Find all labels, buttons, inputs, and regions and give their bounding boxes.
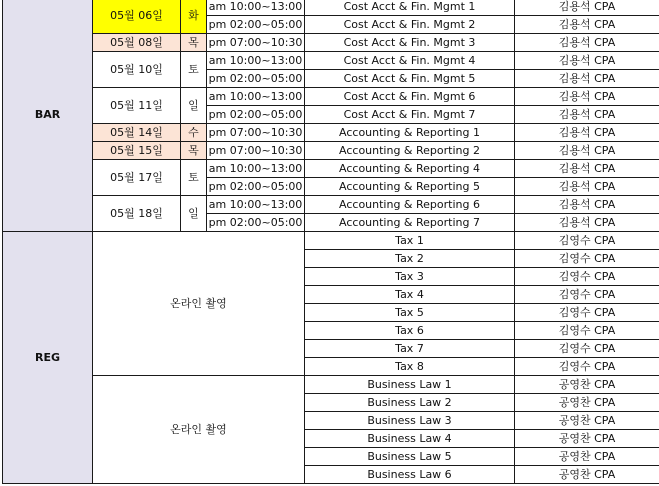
- weekday-cell: 화: [181, 0, 207, 34]
- instructor-cell: 김용석 CPA: [515, 52, 659, 70]
- time-cell: pm 07:00~10:30: [207, 142, 305, 160]
- date-cell: 05월 06일: [93, 0, 181, 34]
- instructor-cell: 김용석 CPA: [515, 88, 659, 106]
- online-recording-note: 온라인 촬영: [93, 232, 305, 376]
- instructor-cell: 김용석 CPA: [515, 142, 659, 160]
- instructor-cell: 김용석 CPA: [515, 214, 659, 232]
- instructor-cell: 공영찬 CPA: [515, 448, 659, 466]
- table-row: [3, 376, 659, 394]
- subject-cell: Tax 4: [305, 286, 515, 304]
- subject-cell: Accounting & Reporting 7: [305, 214, 515, 232]
- subject-cell: Tax 2: [305, 250, 515, 268]
- subject-cell: Tax 1: [305, 232, 515, 250]
- time-cell: pm 02:00~05:00: [207, 178, 305, 196]
- instructor-cell: 김영수 CPA: [515, 268, 659, 286]
- date-cell: 05월 14일: [93, 124, 181, 142]
- table-row: [3, 232, 659, 250]
- instructor-cell: 김영수 CPA: [515, 232, 659, 250]
- subject-cell: Business Law 2: [305, 394, 515, 412]
- instructor-cell: 공영찬 CPA: [515, 430, 659, 448]
- table-row: [3, 124, 659, 142]
- date-cell: 05월 11일: [93, 88, 181, 124]
- weekday-cell: 일: [181, 88, 207, 124]
- subject-cell: Cost Acct & Fin. Mgmt 5: [305, 70, 515, 88]
- date-cell: 05월 08일: [93, 34, 181, 52]
- time-cell: pm 02:00~05:00: [207, 106, 305, 124]
- instructor-cell: 김용석 CPA: [515, 178, 659, 196]
- instructor-cell: 김용석 CPA: [515, 34, 659, 52]
- section-label-bar: BAR: [3, 0, 93, 232]
- instructor-cell: 김용석 CPA: [515, 160, 659, 178]
- subject-cell: Cost Acct & Fin. Mgmt 1: [305, 0, 515, 16]
- instructor-cell: 김영수 CPA: [515, 322, 659, 340]
- instructor-cell: 공영찬 CPA: [515, 376, 659, 394]
- instructor-cell: 김영수 CPA: [515, 250, 659, 268]
- time-cell: pm 02:00~05:00: [207, 70, 305, 88]
- table-row: [3, 196, 659, 214]
- time-cell: am 10:00~13:00: [207, 88, 305, 106]
- instructor-cell: 김용석 CPA: [515, 106, 659, 124]
- time-cell: am 10:00~13:00: [207, 52, 305, 70]
- subject-cell: Business Law 1: [305, 376, 515, 394]
- online-recording-note: 온라인 촬영: [93, 376, 305, 484]
- weekday-cell: 토: [181, 160, 207, 196]
- instructor-cell: 공영찬 CPA: [515, 394, 659, 412]
- time-cell: am 10:00~13:00: [207, 0, 305, 16]
- instructor-cell: 공영찬 CPA: [515, 412, 659, 430]
- subject-cell: Tax 6: [305, 322, 515, 340]
- subject-cell: Tax 7: [305, 340, 515, 358]
- time-cell: pm 07:00~10:30: [207, 34, 305, 52]
- instructor-cell: 김용석 CPA: [515, 70, 659, 88]
- instructor-cell: 김용석 CPA: [515, 124, 659, 142]
- subject-cell: Accounting & Reporting 2: [305, 142, 515, 160]
- date-cell: 05월 10일: [93, 52, 181, 88]
- table-row: [3, 52, 659, 70]
- subject-cell: Business Law 3: [305, 412, 515, 430]
- instructor-cell: 김영수 CPA: [515, 358, 659, 376]
- subject-cell: Accounting & Reporting 4: [305, 160, 515, 178]
- time-cell: am 10:00~13:00: [207, 160, 305, 178]
- weekday-cell: 목: [181, 142, 207, 160]
- subject-cell: Business Law 6: [305, 466, 515, 484]
- subject-cell: Tax 5: [305, 304, 515, 322]
- time-cell: pm 02:00~05:00: [207, 214, 305, 232]
- subject-cell: Business Law 5: [305, 448, 515, 466]
- time-cell: pm 02:00~05:00: [207, 16, 305, 34]
- time-cell: am 10:00~13:00: [207, 196, 305, 214]
- date-cell: 05월 17일: [93, 160, 181, 196]
- weekday-cell: 목: [181, 34, 207, 52]
- section-label-reg: REG: [3, 232, 93, 484]
- date-cell: 05월 18일: [93, 196, 181, 232]
- table-row: [3, 88, 659, 106]
- weekday-cell: 수: [181, 124, 207, 142]
- instructor-cell: 공영찬 CPA: [515, 466, 659, 484]
- time-cell: pm 07:00~10:30: [207, 124, 305, 142]
- instructor-cell: 김용석 CPA: [515, 0, 659, 16]
- table-row: [3, 142, 659, 160]
- table-row: [3, 0, 659, 16]
- instructor-cell: 김영수 CPA: [515, 304, 659, 322]
- table-row: [3, 160, 659, 178]
- subject-cell: Cost Acct & Fin. Mgmt 4: [305, 52, 515, 70]
- instructor-cell: 김영수 CPA: [515, 340, 659, 358]
- schedule-table: [2, 0, 659, 484]
- instructor-cell: 김용석 CPA: [515, 16, 659, 34]
- subject-cell: Tax 3: [305, 268, 515, 286]
- subject-cell: Cost Acct & Fin. Mgmt 2: [305, 16, 515, 34]
- subject-cell: Tax 8: [305, 358, 515, 376]
- subject-cell: Business Law 4: [305, 430, 515, 448]
- instructor-cell: 김영수 CPA: [515, 286, 659, 304]
- instructor-cell: 김용석 CPA: [515, 196, 659, 214]
- weekday-cell: 토: [181, 52, 207, 88]
- weekday-cell: 일: [181, 196, 207, 232]
- date-cell: 05월 15일: [93, 142, 181, 160]
- schedule-body: [3, 0, 659, 484]
- subject-cell: Accounting & Reporting 6: [305, 196, 515, 214]
- subject-cell: Cost Acct & Fin. Mgmt 6: [305, 88, 515, 106]
- subject-cell: Accounting & Reporting 1: [305, 124, 515, 142]
- table-row: [3, 34, 659, 52]
- subject-cell: Cost Acct & Fin. Mgmt 3: [305, 34, 515, 52]
- subject-cell: Accounting & Reporting 5: [305, 178, 515, 196]
- subject-cell: Cost Acct & Fin. Mgmt 7: [305, 106, 515, 124]
